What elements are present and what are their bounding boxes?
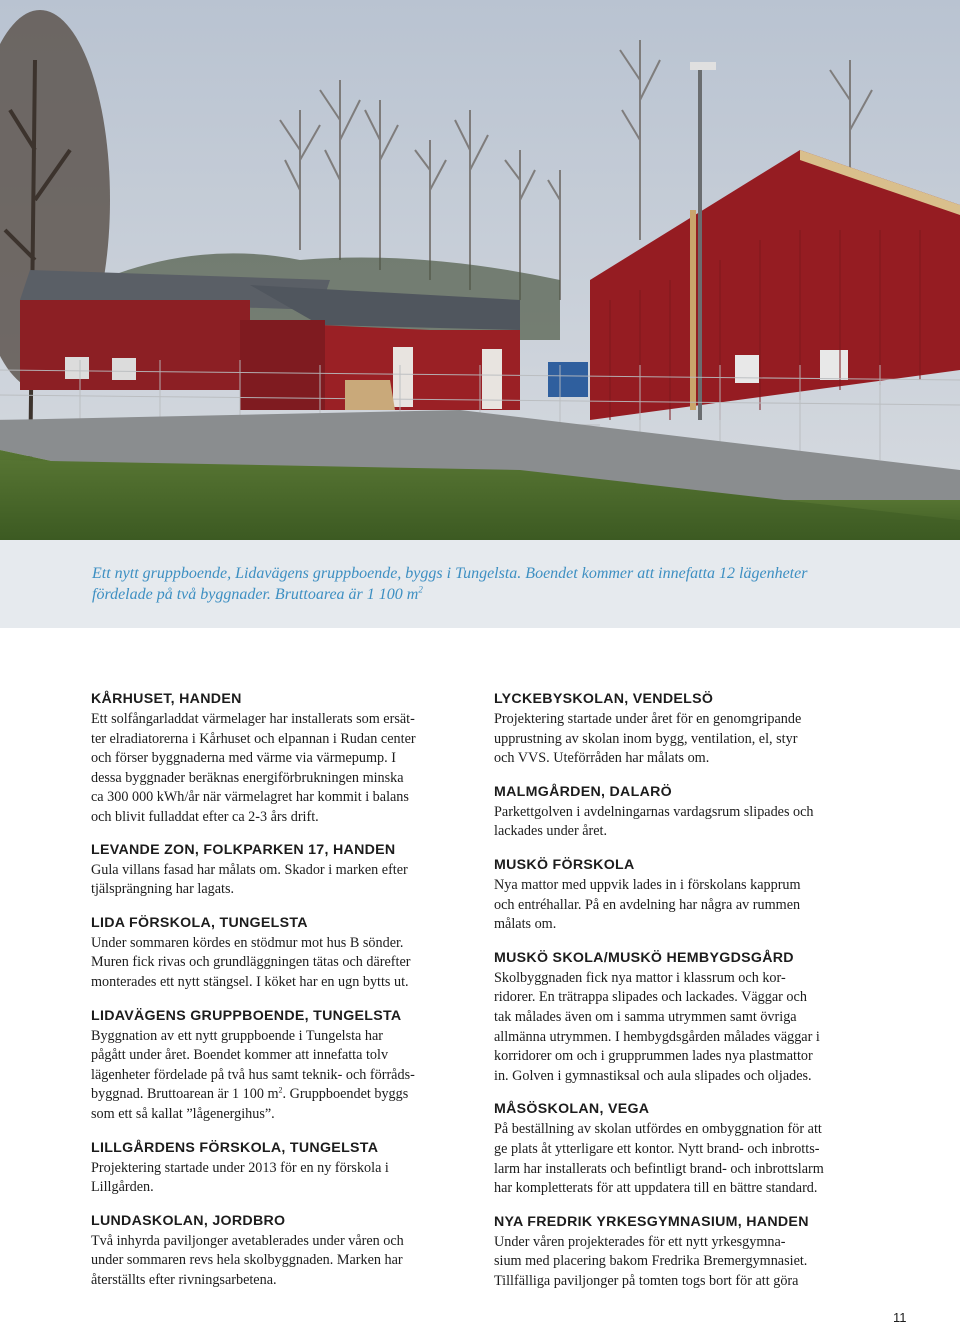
section-heading: LIDAVÄGENS GRUPPBOENDE, TUNGELSTA xyxy=(91,1007,402,1024)
body-line: dessa byggnader beräknas energiförbrukningen minska xyxy=(91,769,404,786)
left-column xyxy=(91,690,463,1290)
body-line: ridorer. En trätrappa slipades och lackades. Väggar och xyxy=(494,989,807,1006)
section-body xyxy=(91,1027,463,1125)
body-line: har kompletterats för att uppdatera till en bättre standard. xyxy=(494,1180,818,1197)
section-lida-forskola xyxy=(91,914,463,993)
section-body xyxy=(91,710,463,828)
body-line: tjälsprängning har lagats. xyxy=(91,881,235,898)
body-line: Projektering startade under 2013 för en ny förskola i xyxy=(91,1159,389,1176)
section-musko-skola xyxy=(494,949,872,1087)
section-heading: MUSKÖ FÖRSKOLA xyxy=(494,856,635,873)
body-line: återställts efter rivningsarbetena. xyxy=(91,1271,277,1288)
section-heading: LEVANDE ZON, FOLKPARKEN 17, HANDEN xyxy=(91,841,396,858)
body-line: Gula villans fasad har målats om. Skador i marken efter xyxy=(91,861,408,878)
body-line: pågått under året. Boendet kommer att innefatta tolv xyxy=(91,1047,389,1064)
section-body xyxy=(91,861,463,900)
body-line: Under våren projekterades för ett nytt yrkesgymna- xyxy=(494,1233,786,1250)
section-body xyxy=(91,1232,463,1291)
section-body xyxy=(91,1159,463,1198)
section-body xyxy=(494,876,872,935)
section-heading: NYA FREDRIK YRKESGYMNASIUM, HANDEN xyxy=(494,1213,809,1230)
body-line: larm har installerats och befintligt brand- och inbrottslarm xyxy=(494,1160,824,1177)
section-karhuset xyxy=(91,690,463,828)
body-line: lackades under året. xyxy=(494,823,608,840)
body-line: allmänna utrymmen. I hembygdsgården målades väggar i xyxy=(494,1028,820,1045)
section-body xyxy=(494,1120,872,1198)
photo-caption xyxy=(92,563,872,605)
section-lundaskolan xyxy=(91,1212,463,1291)
body-line: sium med placering bakom Fredrika Bremergymnasiet. xyxy=(494,1253,808,1270)
section-heading: LUNDASKOLAN, JORDBRO xyxy=(91,1212,286,1229)
body-line: Nya mattor med uppvik lades in i förskolans kapprum xyxy=(494,876,801,893)
section-musko-forskola xyxy=(494,856,872,935)
caption-superscript: 2 xyxy=(418,584,423,595)
caption-line-1: Ett nytt gruppboende, Lidavägens gruppboende, byggs i Tungelsta. Boendet kommer att innefatta 12 lägenheter xyxy=(92,565,808,582)
section-nya-fredrik xyxy=(494,1213,872,1292)
body-line: Muren fick rivas och grundläggningen tätas och därefter xyxy=(91,954,411,971)
section-heading: LILLGÅRDENS FÖRSKOLA, TUNGELSTA xyxy=(91,1139,379,1156)
body-line: Skolbyggnaden fick nya mattor i klassrum och kor- xyxy=(494,969,786,986)
section-levande-zon xyxy=(91,841,463,900)
section-body xyxy=(91,934,463,993)
section-body xyxy=(494,1233,872,1292)
section-heading: MALMGÅRDEN, DALARÖ xyxy=(494,783,672,800)
section-heading: KÅRHUSET, HANDEN xyxy=(91,691,242,707)
body-line: På beställning av skolan utfördes en ombyggnation för att xyxy=(494,1121,822,1138)
superscript: 2 xyxy=(278,1085,283,1095)
section-heading: MUSKÖ SKOLA/MUSKÖ HEMBYGDSGÅRD xyxy=(494,949,794,966)
body-line: korridorer om och i grupprummen lades nya plastmattor xyxy=(494,1048,813,1065)
body-line: under sommaren revs hela skolbyggnaden. Marken har xyxy=(91,1252,403,1269)
section-heading: MÅSÖSKOLAN, VEGA xyxy=(494,1101,650,1118)
section-lillgardens-forskola xyxy=(91,1139,463,1198)
section-lidavagens-gruppboende xyxy=(91,1007,463,1125)
section-body xyxy=(494,803,872,842)
section-body xyxy=(494,969,872,1087)
body-line: Ett solfångarladdat värmelager har installerats som ersät- xyxy=(91,711,415,727)
body-line: tak målades även om i samma utrymmen samt övriga xyxy=(494,1008,797,1025)
body-line xyxy=(91,1085,463,1105)
section-malmgarden xyxy=(494,783,872,842)
section-body xyxy=(494,710,872,769)
building-photo xyxy=(0,0,960,540)
body-line: och förser byggnaderna med värme via värmepump. I xyxy=(91,750,396,767)
page-number: 11 xyxy=(893,1310,907,1325)
body-line: ter elradiatorerna i Kårhuset och elpannan i Rudan center xyxy=(91,730,416,747)
body-line-part: byggnad. Bruttoarean är 1 100 m xyxy=(91,1086,279,1103)
body-line: Två inhyrda paviljonger avetablerades under våren och xyxy=(91,1232,404,1249)
body-line: och VVS. Uteförråden har målats om. xyxy=(494,750,710,767)
body-line: Byggnation av ett nytt gruppboende i Tungelsta har xyxy=(91,1027,383,1044)
body-line-part: . Gruppboendet byggs xyxy=(282,1086,409,1103)
section-heading: LYCKEBYSKOLAN, VENDELSÖ xyxy=(494,691,714,707)
section-lyckebyskolan xyxy=(494,690,872,769)
section-masoskolan xyxy=(494,1100,872,1198)
caption-line-2: fördelade på två byggnader. Bruttoarea är 1 100 m xyxy=(92,586,419,603)
body-line: in. Golven i gymnastiksal och aula slipades och oljades. xyxy=(494,1067,812,1084)
body-line: Under sommaren kördes en stödmur mot hus B sönder. xyxy=(91,934,404,951)
body-line: ge plats åt ytterligare ett kontor. Nytt brand- och inbrotts- xyxy=(494,1140,820,1157)
right-column xyxy=(494,690,872,1291)
body-line: Tillfälliga paviljonger på tomten togs bort för att göra xyxy=(494,1272,799,1289)
body-line: Parkettgolven i avdelningarnas vardagsrum slipades och xyxy=(494,803,814,820)
section-heading: LIDA FÖRSKOLA, TUNGELSTA xyxy=(91,914,308,931)
body-line: upprustning av skolan inom bygg, ventilation, el, styr xyxy=(494,730,798,747)
body-line: monterades ett nytt stängsel. I köket har en ugn bytts ut. xyxy=(91,973,409,990)
body-line: Lillgården. xyxy=(91,1179,154,1196)
body-line: målats om. xyxy=(494,916,557,933)
body-line: lägenheter fördelade på två hus samt teknik- och förråds- xyxy=(91,1066,415,1083)
body-line: Projektering startade under året för en genomgripande xyxy=(494,711,802,727)
body-line: som ett så kallat ”lågenergihus”. xyxy=(91,1105,275,1122)
body-line: och blivit fulladdat efter ca 2-3 års drift. xyxy=(91,808,319,825)
body-line: och entréhallar. På en avdelning har några av rummen xyxy=(494,896,801,913)
body-line: ca 300 000 kWh/år när värmelagret har kommit i balans xyxy=(91,789,409,806)
